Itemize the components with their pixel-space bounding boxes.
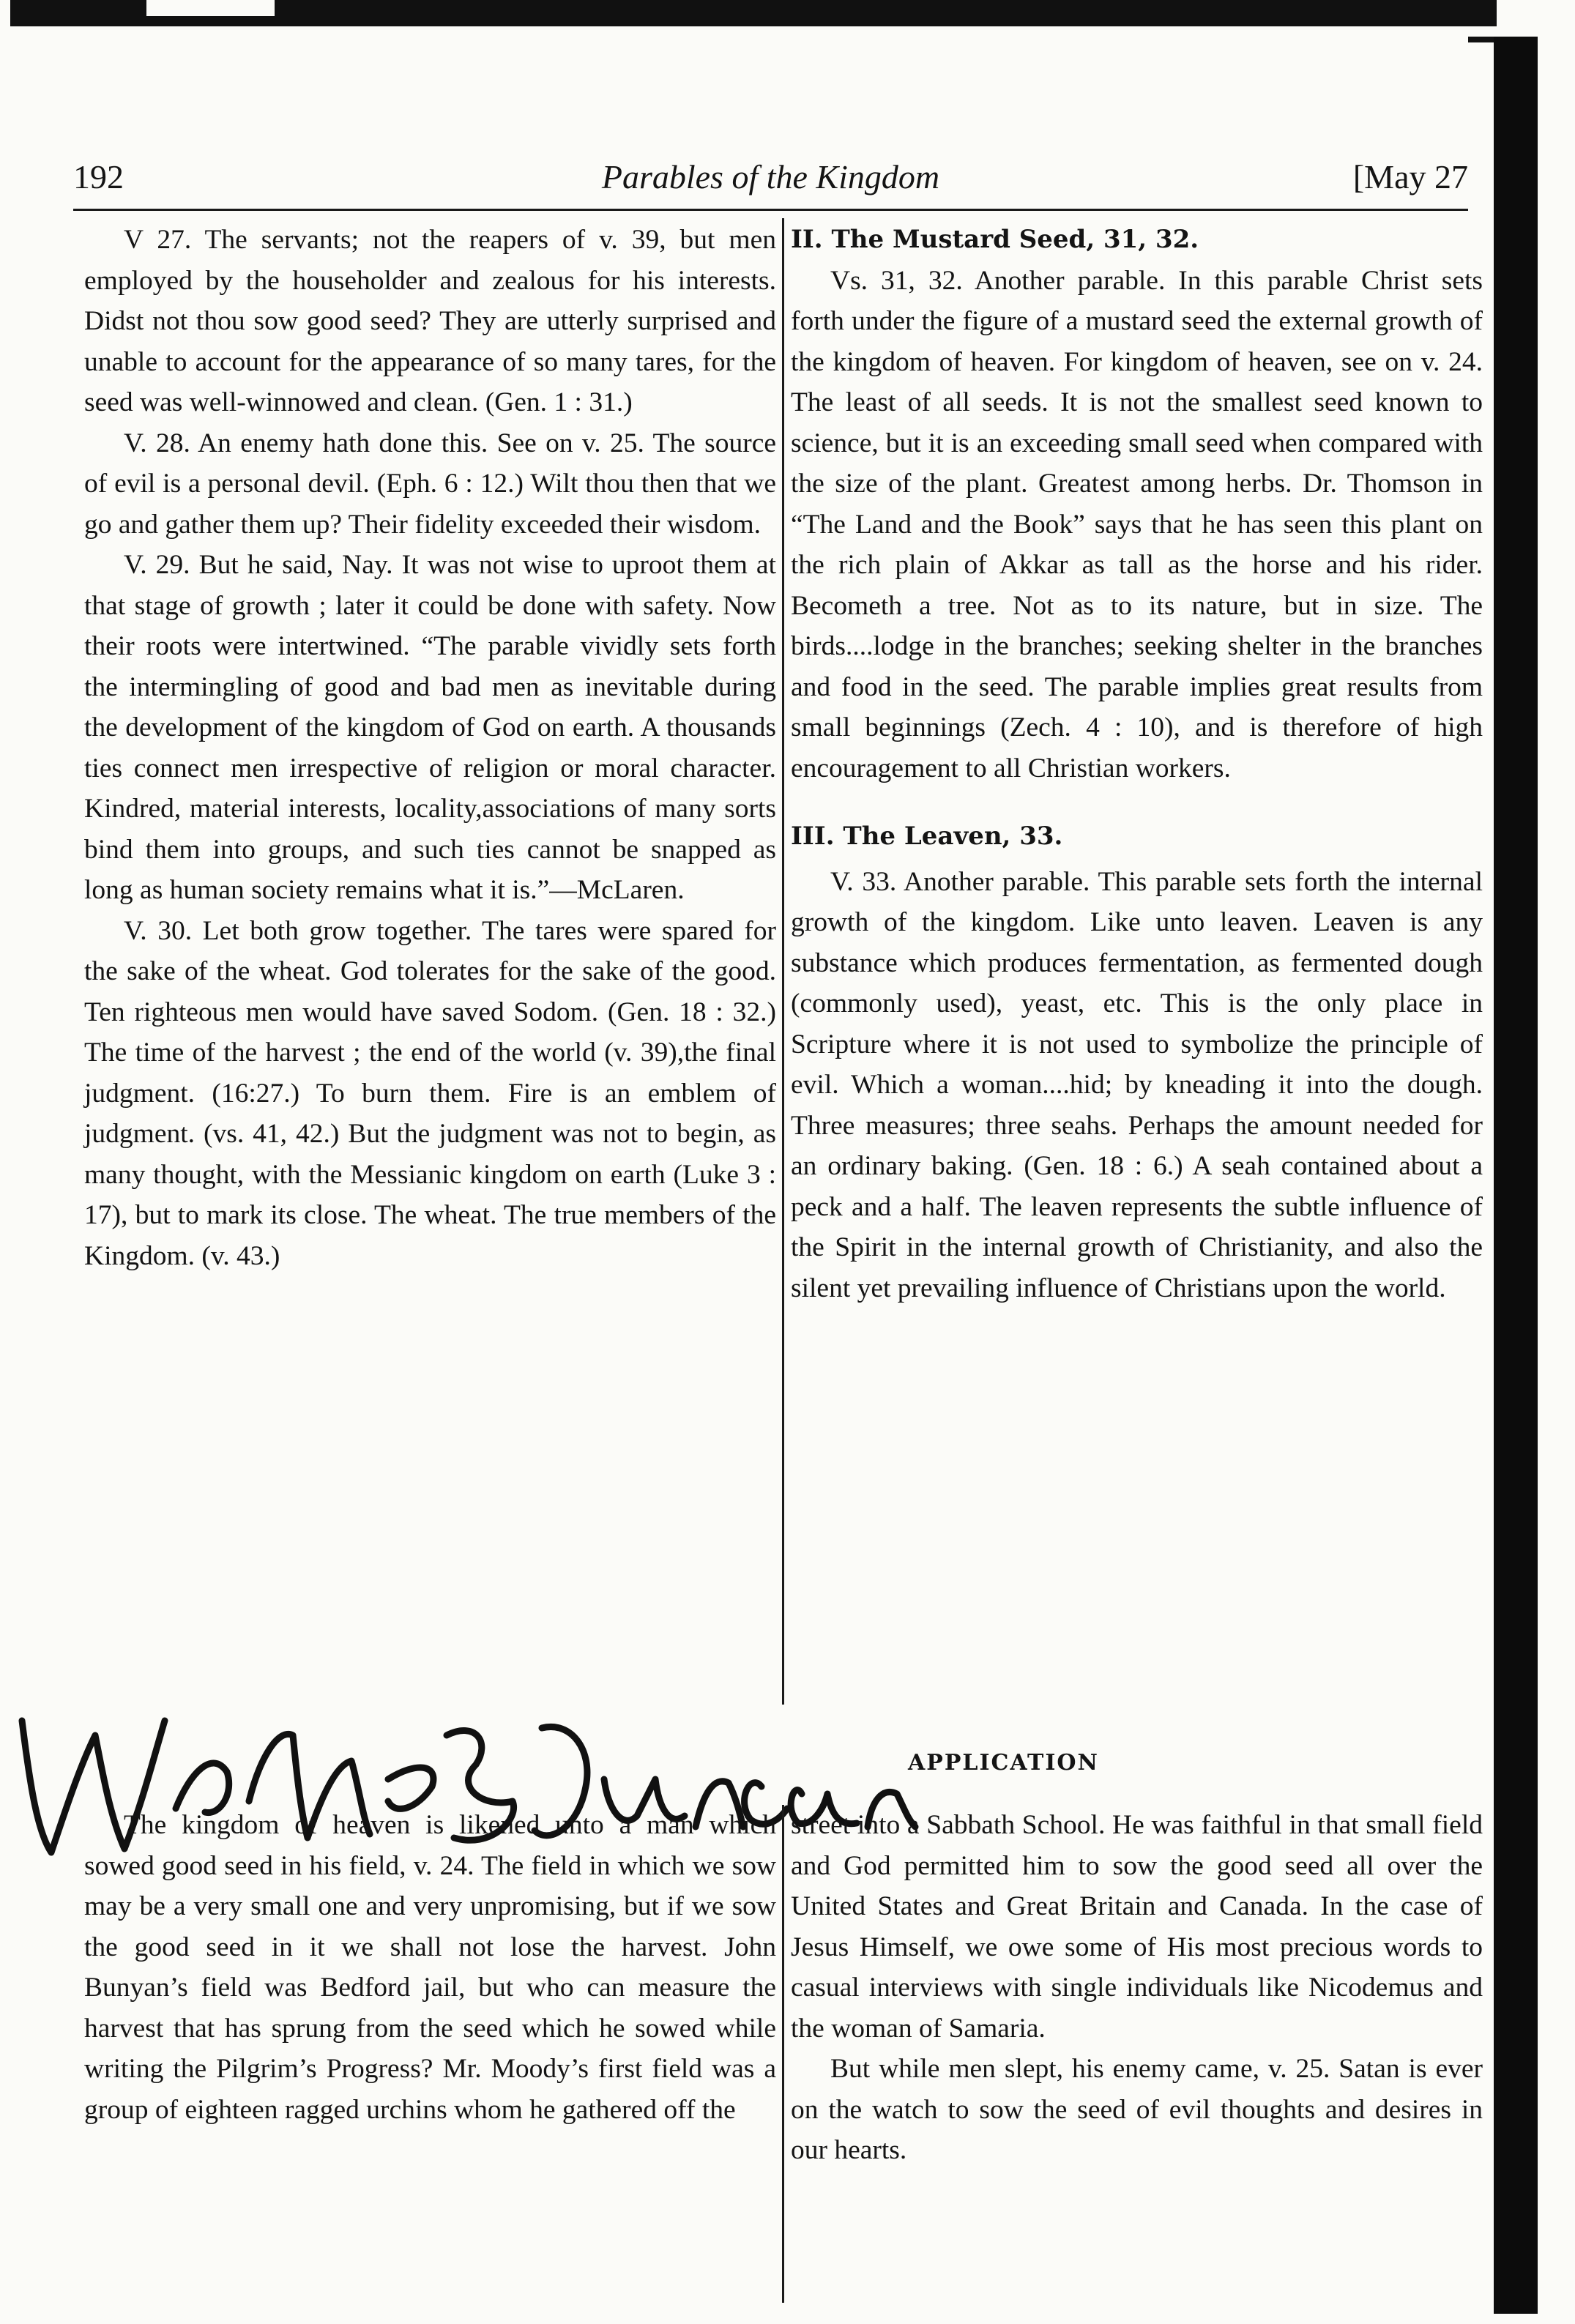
paragraph-mustard-seed: Vs. 31, 32. Another parable. In this parable Christ sets forth under the figure of a mustard seed the external growth of the kingdom of heaven. For kingdom of heaven, see on v. 24. The least of all seeds. It is not the smallest seed known to science, but it is an exceeding small seed when compared with the size of the plant. Greatest among herbs. Dr. Thomson in “The Land and the Book” says that he has seen this plant on the rich plain of Akkar as tall as the horse and his rider. Becometh a tree. Not as to its nature, but in size. The birds....lodge in the branches; seeking shelter in the branches and food in the seed. The parable implies great results from small beginnings (Zech. 4 : 10), and is therefore of high encouragement to all Christian workers. [791,265,1483,783]
header-rule [73,209,1468,211]
page-number: 192 [73,158,124,195]
scan-binding-notch [1468,37,1494,42]
section-heading-leaven: III. The Leaven, 33. [791,822,1063,851]
left-column-top [84,220,776,1276]
column-divider-bottom [782,1805,784,2303]
paragraph-v28: V. 28. An enemy hath done this. See on v. 25. The source of evil is a personal devil. (Eph. 6 : 12.) Wilt thou then that we go and gather them up? Their fidelity exceeded their wisdom. [84,428,776,540]
paragraph-application-2: street into a Sabbath School. He was faithful in that small field and God permitted him to sow the good seed all over the United States and Great Britain and Canada. In the case of Jesus Himself, we owe some of His most precious words to casual interviews with single individuals like Nicodemus and the woman of Samaria. [791,1810,1483,2044]
running-title: Parables of the Kingdom [601,158,940,195]
scan-binding-edge [1494,37,1538,2314]
paragraph-leaven: V. 33. Another parable. This parable sets forth the internal growth of the kingdom. Like unto leaven. Leaven is any substance which produces fermentation, as fermented dough (commonly used), yeast, etc. This is the only place in Scripture where it is not used to symbolize the principle of evil. Which a woman....hid; by kneading it into the dough. Three measures; three seahs. Perhaps the amount needed for an ordinary baking. (Gen. 18 : 6.) A seah contained about a peck and a half. The leaven represents the subtle influence of the Spirit in the internal growth of Christianity, and also the silent yet prevailing influence of Christians upon the world. [791,866,1483,1303]
scan-edge-gap [146,0,275,16]
paragraph-application-1: The kingdom of heaven is likened unto a man which sowed good seed in his field, v. 24. The field in which we sow may be a very small one and very unpromising, but if we sow the good seed in it we shall not lose the harvest. John Bunyan’s field was Bedford jail, but who can measure the harvest that has sprung from the seed which he sowed while writing the Pilgrim’s Progress? Mr. Moody’s first field was a group of eighteen ragged urchins whom he gathered off the [84,1810,776,2125]
paragraph-v29: V. 29. But he said, Nay. It was not wise to uproot them at that stage of growth ; later it could be done with safety. Now their roots were intertwined. “The parable vividly sets forth the intermingling of good and bad men as inevitable during the development of the kingdom of God on earth. A thousands ties connect men irrespective of religion or moral character. Kindred, material interests, locality,associations of many sorts bind them into groups, and such ties cannot be snapped as long as human society remains what it is.”—McLaren. [84,550,776,905]
section-heading-mustard-seed: II. The Mustard Seed, 31, 32. [791,225,1199,254]
right-column-bottom [791,1805,1483,2171]
application-heading: APPLICATION [908,1750,1099,1776]
right-column-top [791,220,1483,1308]
running-header [73,150,1468,201]
paragraph-v30: V. 30. Let both grow together. The tares were spared for the sake of the wheat. God tolerates for the sake of the good. Ten righteous men would have saved Sodom. (Gen. 18 : 32.) The time of the harvest ; the end of the world (v. 39),the final judgment. (16:27.) To burn them. Fire is an emblem of judgment. (vs. 41, 42.) But the judgment was not to begin, as many thought, with the Messianic kingdom on earth (Luke 3 : 17), but to mark its close. The wheat. The true members of the Kingdom. (v. 43.) [84,915,776,1271]
column-divider-top [782,218,784,1705]
paragraph-enemy-came: But while men slept, his enemy came, v. 25. Satan is ever on the watch to sow the seed of evil thoughts and desires in our hearts. [791,2054,1483,2165]
left-column-bottom [84,1805,776,2130]
paragraph-v27: V 27. The servants; not the reapers of v. 39, but men employed by the householder and zealous for his interests. Didst not thou sow good seed? They are utterly surprised and unable to account for the appearance of so many tares, for the seed was well-winnowed and clean. (Gen. 1 : 31.) [84,225,776,417]
header-date: [May 27 [1352,158,1468,195]
